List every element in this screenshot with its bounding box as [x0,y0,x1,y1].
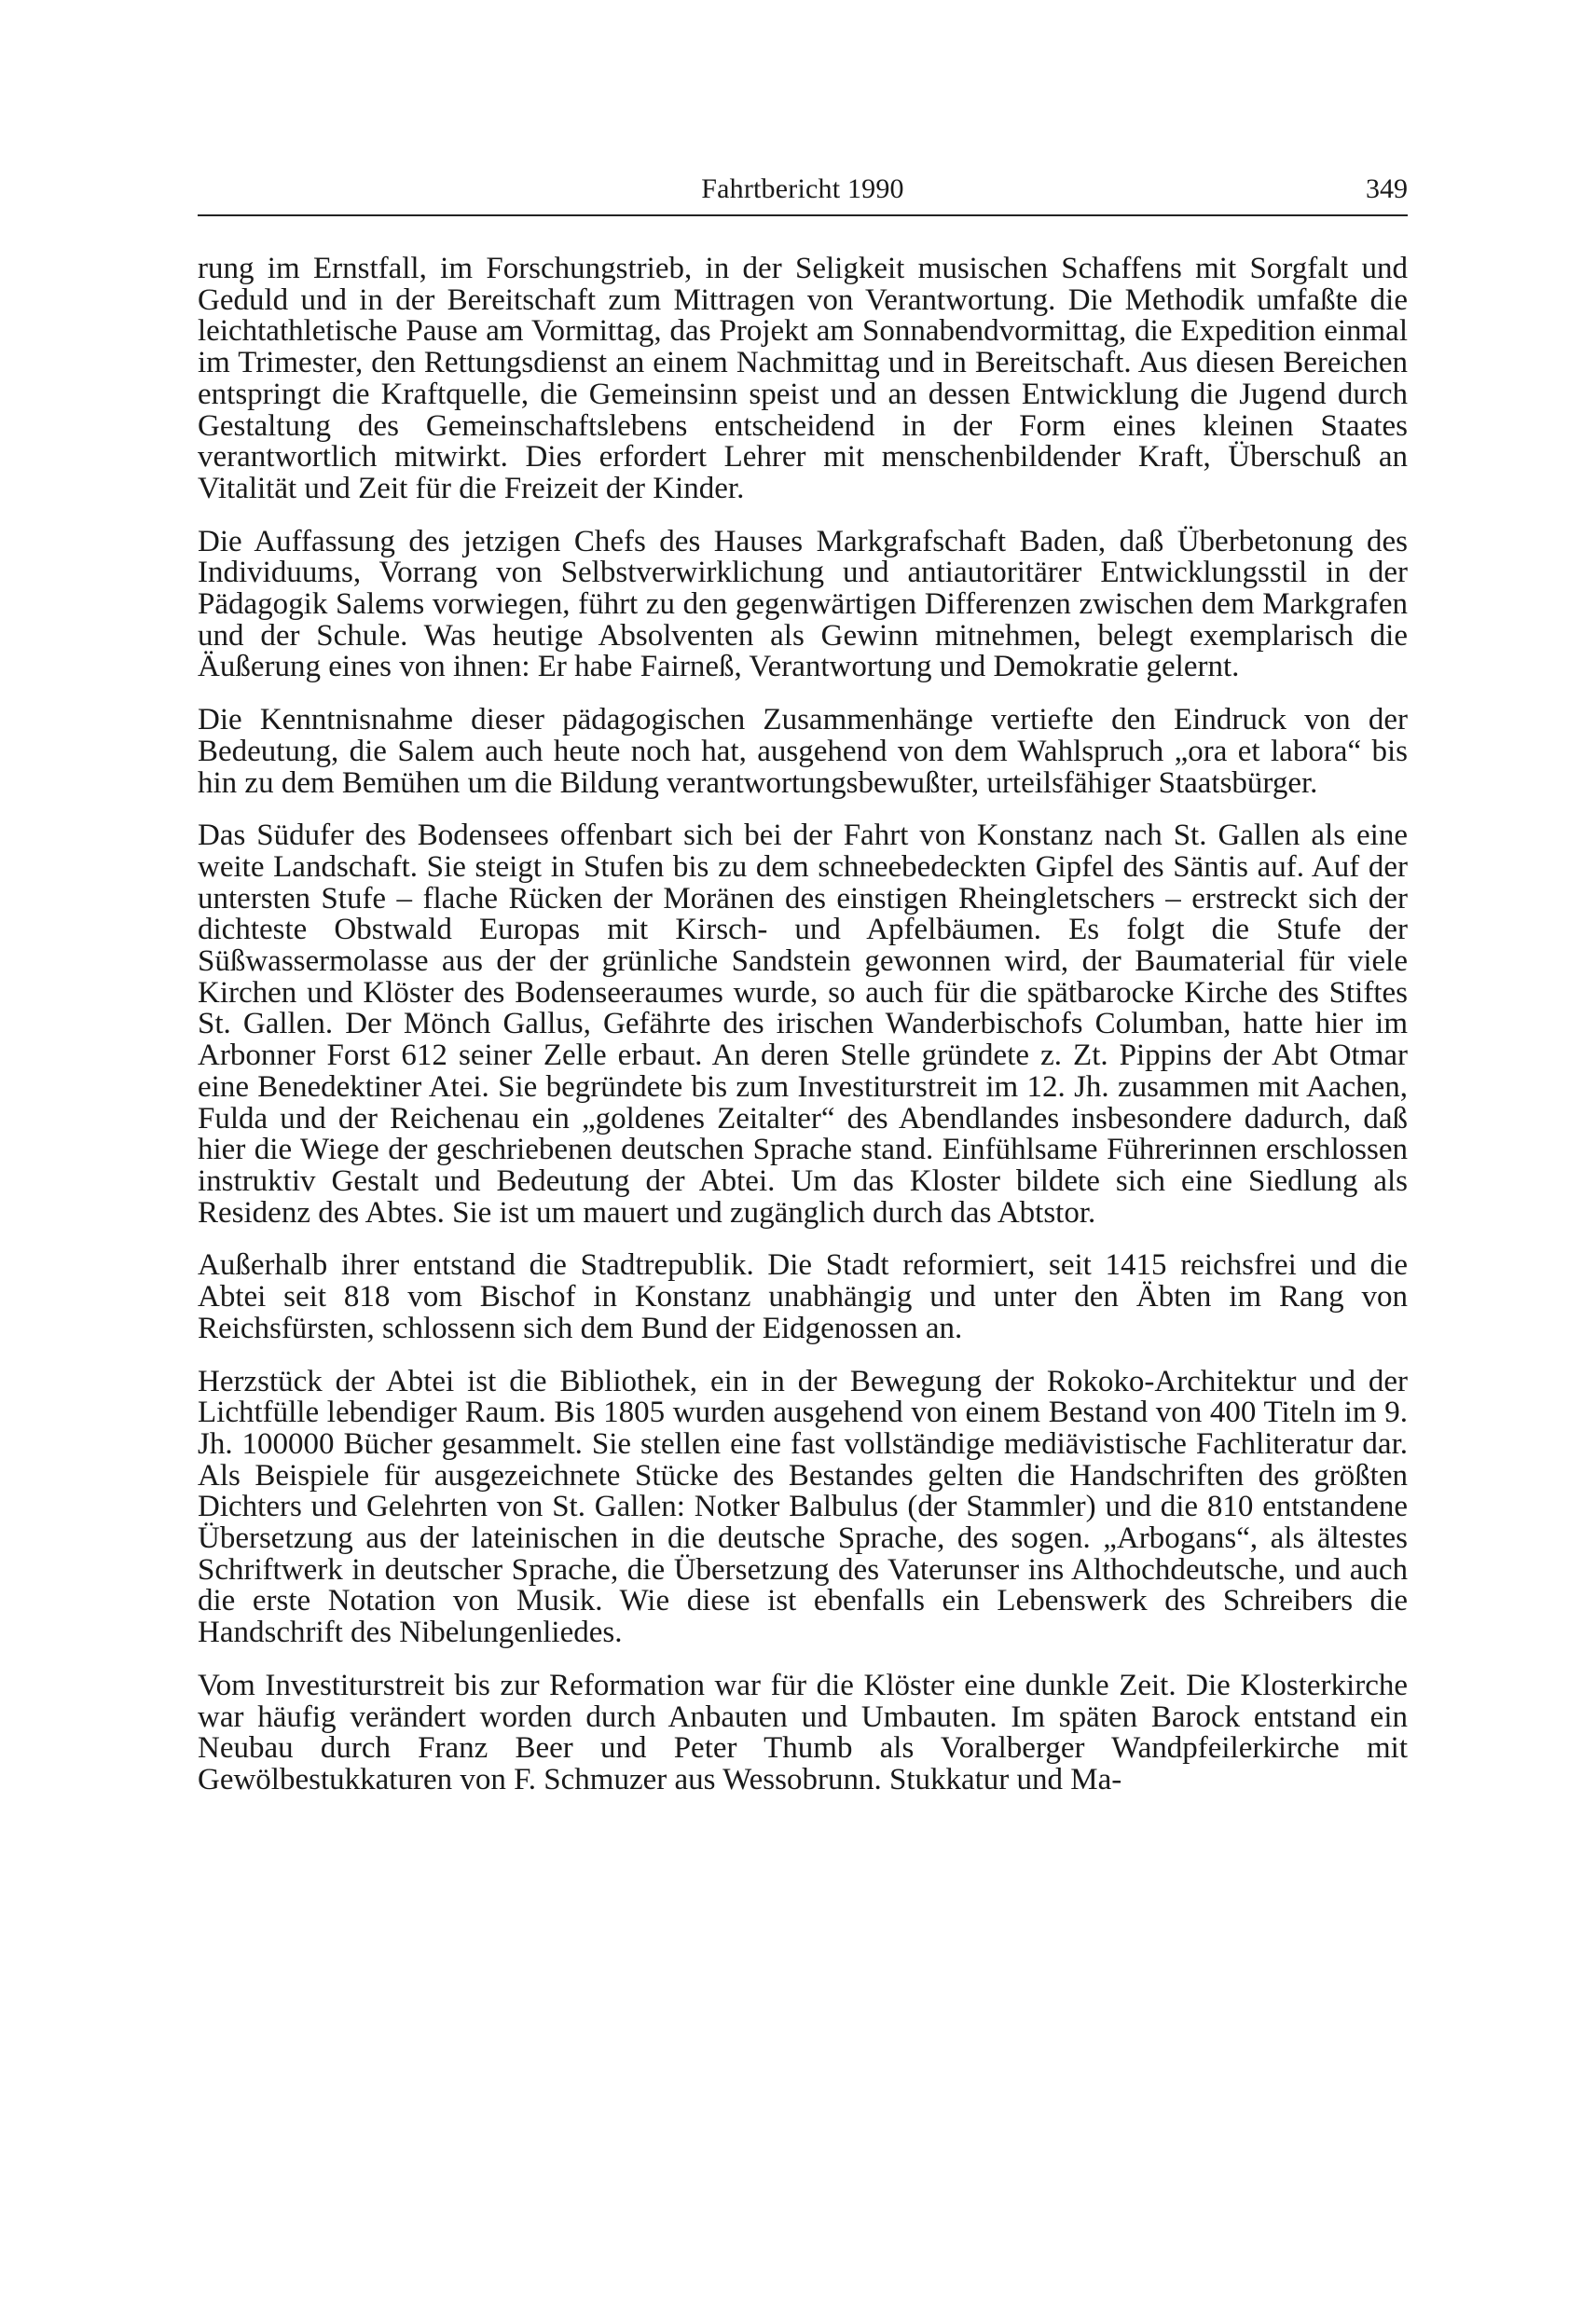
paragraph: Vom Investiturstreit bis zur Reformation war für die Klöster eine dunkle Zeit. Die Klosterkirche war häufig verändert worden durch Anbauten und Umbauten. Im späten Barock entstand ein Neubau durch Franz Beer und Peter Thumb als Voralberger Wandpfeilerkirche mit Gewölbestukkaturen von F. Schmuzer aus Wessobrunn. Stukkatur und Ma- [198,1668,1408,1796]
page-number: 349 [1366,173,1408,204]
body-text [198,254,1408,1818]
paragraph: Das Südufer des Bodensees offenbart sich bei der Fahrt von Konstanz nach St. Gallen als eine weite Landschaft. Sie steigt in Stufen bis zu dem schneebedeckten Gipfel des Säntis auf. Auf der untersten Stufe – flache Rücken der Moränen des einstigen Rheingletschers – erstreckt sich der dichteste Obstwald Europas mit Kirsch- und Apfelbäumen. Es folgt die Stufe der Süßwassermolasse aus der der grünliche Sandstein gewonnen wird, der Baumaterial für viele Kirchen und Klöster des Bodenseeraumes wurde, so auch für die spätbarocke Kirche des Stiftes St. Gallen. Der Mönch Gallus, Gefährte des irischen Wanderbischofs Columban, hatte hier im Arbonner Forst 612 seiner Zelle erbaut. An deren Stelle gründete z. Zt. Pippins der Abt Otmar eine Benedektiner Atei. Sie begründete bis zum Investiturstreit im 12. Jh. zusammen mit Aachen, Fulda und der Reichenau ein „goldenes Zeitalter“ des Abendlandes insbesondere dadurch, daß hier die Wiege der geschriebenen deutschen Sprache stand. Einfühlsame Führerinnen erschlossen instruktiv Gestalt und Bedeutung der Abtei. Um das Kloster bildete sich eine Siedlung als Residenz des Abtes. Sie ist um mauert und zugänglich durch das Abtstor. [198,819,1408,1230]
running-title: Fahrtbericht 1990 [701,173,904,204]
paragraph: Die Kenntnisnahme dieser pädagogischen Zusammenhänge vertiefte den Eindruck von der Bedeutung, die Salem auch heute noch hat, ausgehend von dem Wahlspruch „ora et labora“ bis hin zu dem Bemühen um die Bildung verantwortungsbewußter, urteilsfähiger Staatsbürger. [198,703,1408,800]
paragraph: rung im Ernstfall, im Forschungstrieb, in der Seligkeit musischen Schaffens mit Sorgfalt und Geduld und in der Bereitschaft zum Mittragen von Verantwortung. Die Methodik umfaßte die leichtathletische Pause am Vormittag, das Projekt am Sonnabendvormittag, die Expedition einmal im Trimester, den Rettungsdienst an einem Nachmittag und in Bereitschaft. Aus diesen Bereichen entspringt die Kraftquelle, die Gemeinsinn speist und an dessen Entwicklung die Jugend durch Gestaltung des Gemeinschaftslebens entscheidend in der Form eines kleinen Staates verantwortlich mitwirkt. Dies erfordert Lehrer mit menschenbildender Kraft, Überschuß an Vitalität und Zeit für die Freizeit der Kinder. [198,252,1408,505]
paragraph: Die Auffassung des jetzigen Chefs des Hauses Markgrafschaft Baden, daß Überbetonung des Individuums, Vorrang von Selbstverwirklichung und antiautoritärer Entwicklungsstil in der Pädagogik Salems vorwiegen, führt zu den gegenwärtigen Differenzen zwischen dem Markgrafen und der Schule. Was heutige Absolventen als Gewinn mitnehmen, belegt exemplarisch die Äußerung eines von ihnen: Er habe Fairneß, Verantwortung und Demokratie gelernt. [198,524,1408,684]
paragraph: Herzstück der Abtei ist die Bibliothek, ein in der Bewegung der Rokoko-Architektur und der Lichtfülle lebendiger Raum. Bis 1805 wurden ausgehend von einem Bestand von 400 Titeln im 9. Jh. 100000 Bücher gesammelt. Sie stellen eine fast vollständige mediävistische Fachliteratur dar. Als Beispiele für ausgezeichnete Stücke des Bestandes gelten die Handschriften des größten Dichters und Gelehrten von St. Gallen: Notker Balbulus (der Stammler) und die 810 entstandene Übersetzung aus der lateinischen in die deutsche Sprache, des sogen. „Arbogans“, als ältestes Schriftwerk in deutscher Sprache, die Übersetzung des Vaterunser ins Althochdeutsche, und auch die erste Notation von Musik. Wie diese ist ebenfalls ein Lebenswerk des Schreibers die Handschrift des Nibelungenliedes. [198,1364,1408,1650]
paragraph: Außerhalb ihrer entstand die Stadtrepublik. Die Stadt reformiert, seit 1415 reichsfrei und die Abtei seit 818 vom Bischof in Konstanz unabhängig und unter den Äbten im Rang von Reichsfürsten, schlossenn sich dem Bund der Eidgenossen an. [198,1248,1408,1345]
running-header [198,170,1408,216]
